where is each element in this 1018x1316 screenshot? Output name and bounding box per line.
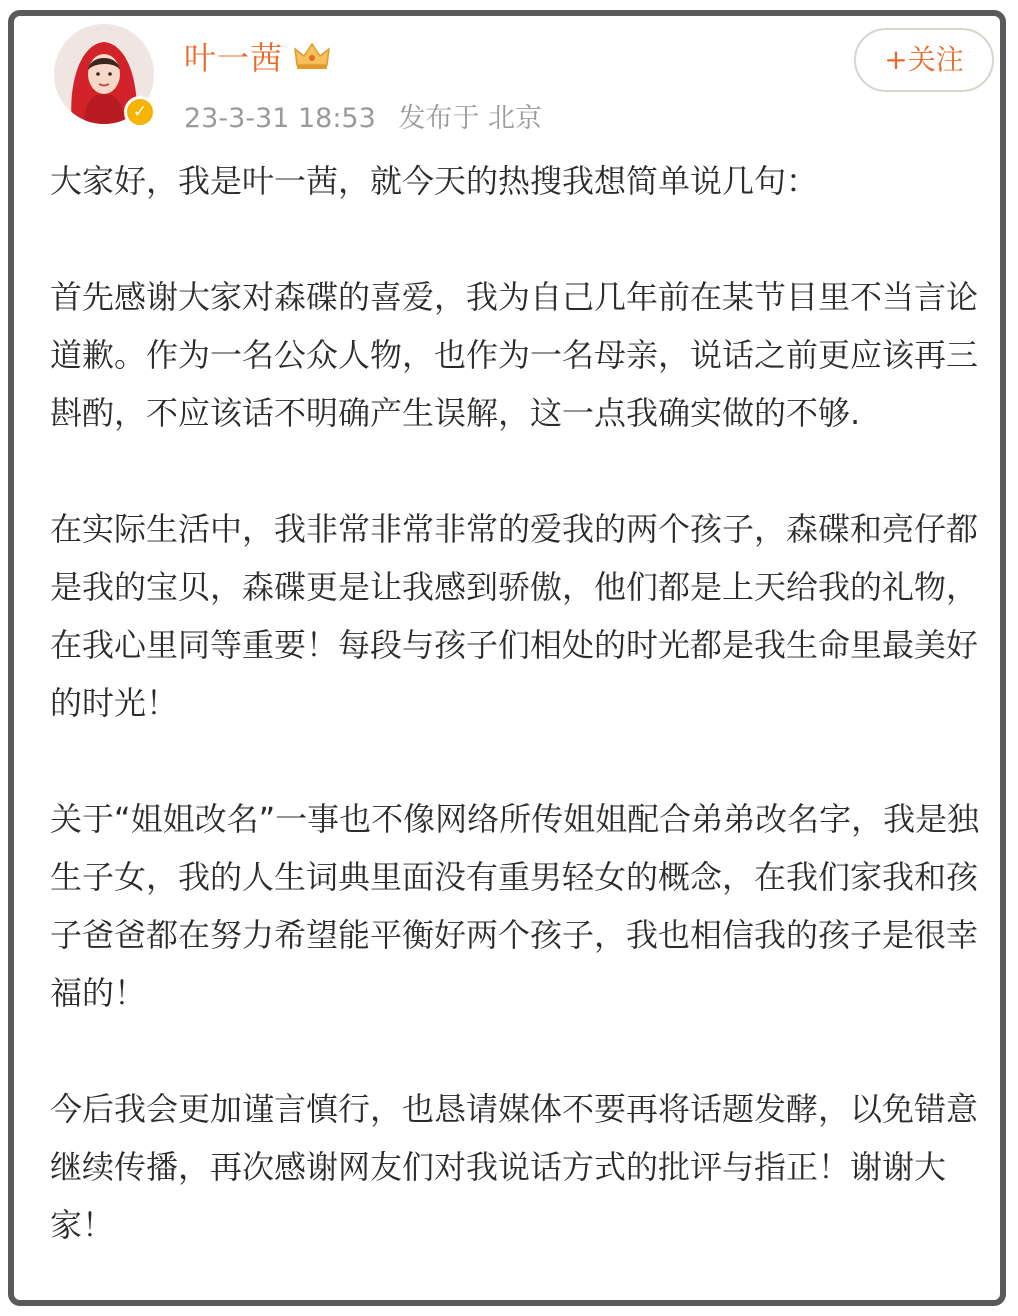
follow-button[interactable]: +关注 bbox=[854, 28, 994, 92]
paragraph: 大家好，我是叶一茜，就今天的热搜我想简单说几句： bbox=[50, 162, 819, 200]
crown-icon bbox=[293, 41, 331, 71]
post-body bbox=[50, 152, 1005, 1306]
paragraph: 首先感谢大家对森碟的喜爱，我为自己几年前在某节目里不当言论道歉。作为一名公众人物，也作为一名母亲，说话之前更应该再三斟酌，不应该话不明确产生误解，这一点我确实做的不够. bbox=[50, 278, 979, 432]
author-name[interactable]: 叶一茜 bbox=[184, 39, 284, 77]
post-card bbox=[8, 10, 1006, 1306]
paragraph: 在实际生活中，我非常非常非常的爱我的两个孩子，森碟和亮仔都是我的宝贝，森碟更是让我感到骄傲，他们都是上天给我的礼物，在我心里同等重要！每段与孩子们相处的时光都是我生命里最美好的时光！ bbox=[50, 510, 979, 722]
paragraph: 今后我会更加谨言慎行，也恳请媒体不要再将话题发酵，以免错意继续传播，再次感谢网友们对我说话方式的批评与指正！谢谢大家！ bbox=[50, 1090, 979, 1244]
post-timestamp: 23-3-31 18:53 bbox=[184, 103, 376, 134]
author-row bbox=[184, 36, 331, 76]
post-header bbox=[54, 24, 1000, 134]
post-location: 发布于 北京 bbox=[398, 103, 542, 134]
post-meta bbox=[184, 96, 542, 135]
verified-badge-icon: ✓ bbox=[124, 96, 156, 128]
paragraph: 关于“姐姐改名”一事也不像网络所传姐姐配合弟弟改名字，我是独生子女，我的人生词典里面没有重男轻女的概念，在我们家我和孩子爸爸都在努力希望能平衡好两个孩子，我也相信我的孩子是很幸福的！ bbox=[50, 800, 980, 1012]
